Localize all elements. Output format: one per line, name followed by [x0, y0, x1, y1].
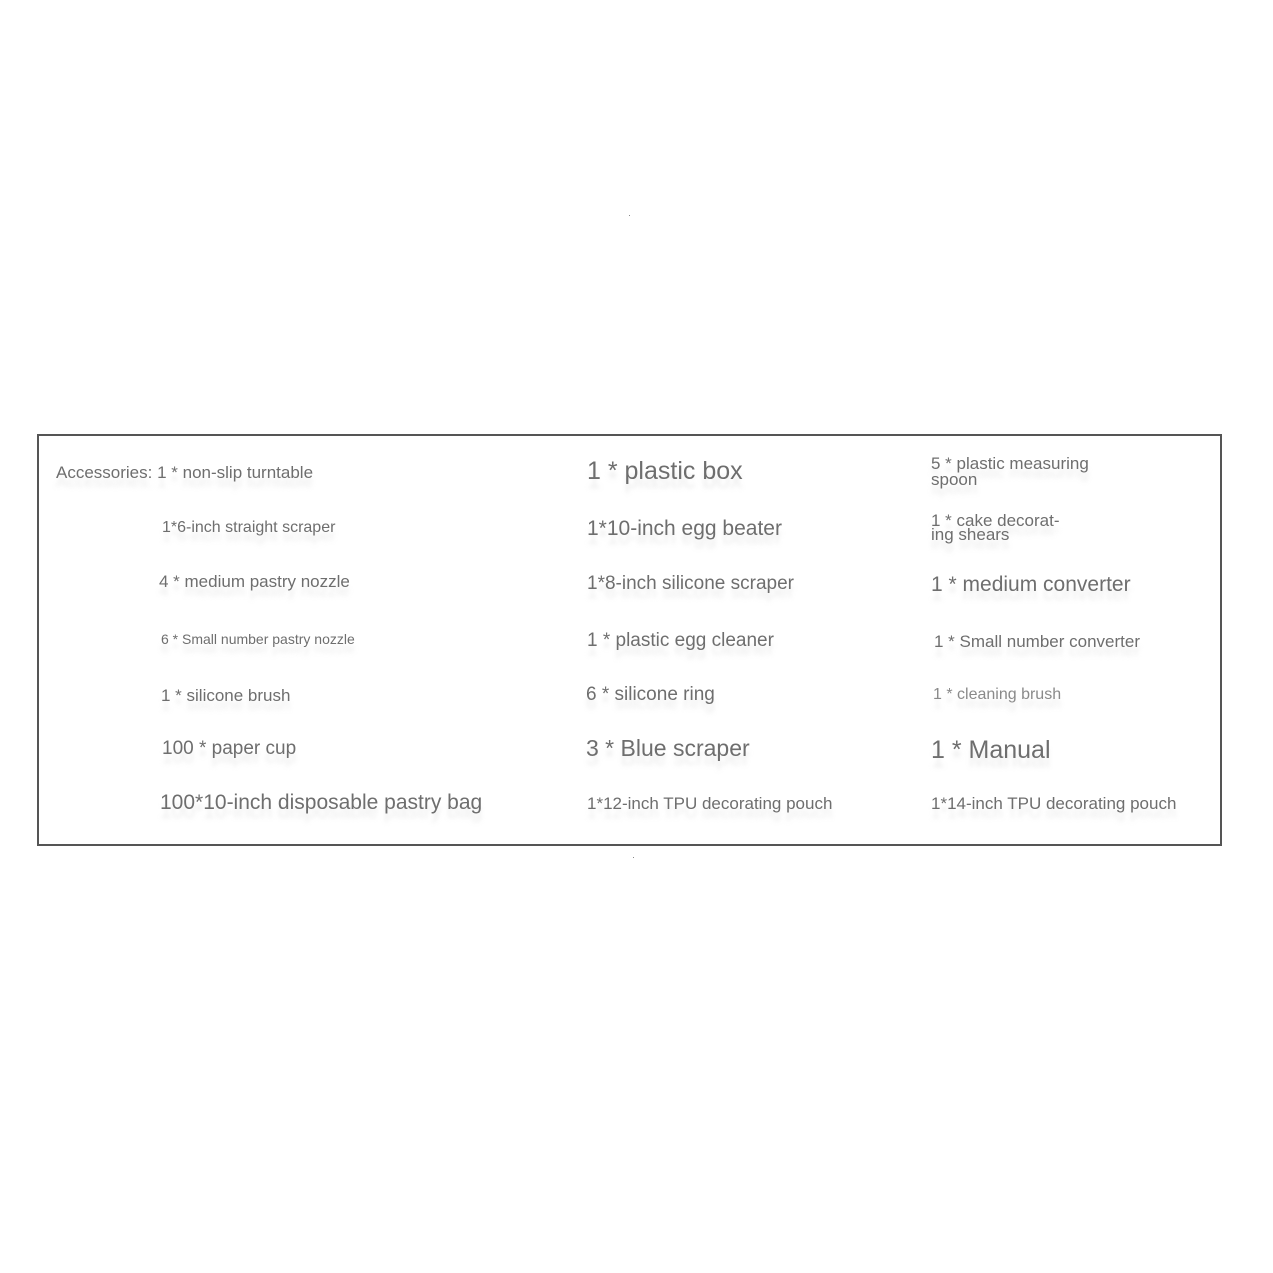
- item-paper-cup: 100 * paper cup: [162, 738, 297, 759]
- item-cleaning-brush: 1 * cleaning brush: [933, 686, 1062, 703]
- item-plastic-egg-cleaner: 1 * plastic egg cleaner: [587, 630, 774, 651]
- item-plastic-measuring-spoon: 5 * plastic measuring spoon: [931, 454, 1089, 489]
- item-small-number-converter: 1 * Small number converter: [934, 632, 1140, 651]
- item-disposable-pastry-bag: 100*10-inch disposable pastry bag: [160, 791, 483, 814]
- item-straight-scraper: 1*6-inch straight scraper: [162, 519, 336, 536]
- item-14-inch-tpu-pouch: 1*14-inch TPU decorating pouch: [931, 794, 1177, 813]
- item-silicone-brush: 1 * silicone brush: [161, 686, 291, 705]
- item-manual: 1 * Manual: [931, 736, 1051, 764]
- item-12-inch-tpu-pouch: 1*12-inch TPU decorating pouch: [587, 794, 833, 813]
- item-small-number-pastry-nozzle: 6 * Small number pastry nozzle: [161, 631, 355, 647]
- accessories-label: [56, 464, 313, 481]
- stray-dot-bottom: [633, 857, 634, 858]
- accessories-panel: [37, 434, 1222, 846]
- item-cake-decorating-shears: 1 * cake decorat-ing shears: [931, 511, 1060, 544]
- stray-dot-top: [629, 215, 630, 216]
- accessories-prefix: Accessories:: [56, 463, 153, 482]
- item-silicone-ring: 6 * silicone ring: [586, 684, 715, 705]
- item-plastic-box: 1 * plastic box: [587, 457, 743, 485]
- item-medium-converter: 1 * medium converter: [931, 573, 1131, 596]
- item-medium-pastry-nozzle: 4 * medium pastry nozzle: [159, 572, 350, 591]
- item-egg-beater: 1*10-inch egg beater: [587, 517, 782, 540]
- item-blue-scraper: 3 * Blue scraper: [586, 735, 750, 761]
- item-silicone-scraper: 1*8-inch silicone scraper: [587, 573, 794, 594]
- item-non-slip-turntable: 1 * non-slip turntable: [157, 463, 314, 482]
